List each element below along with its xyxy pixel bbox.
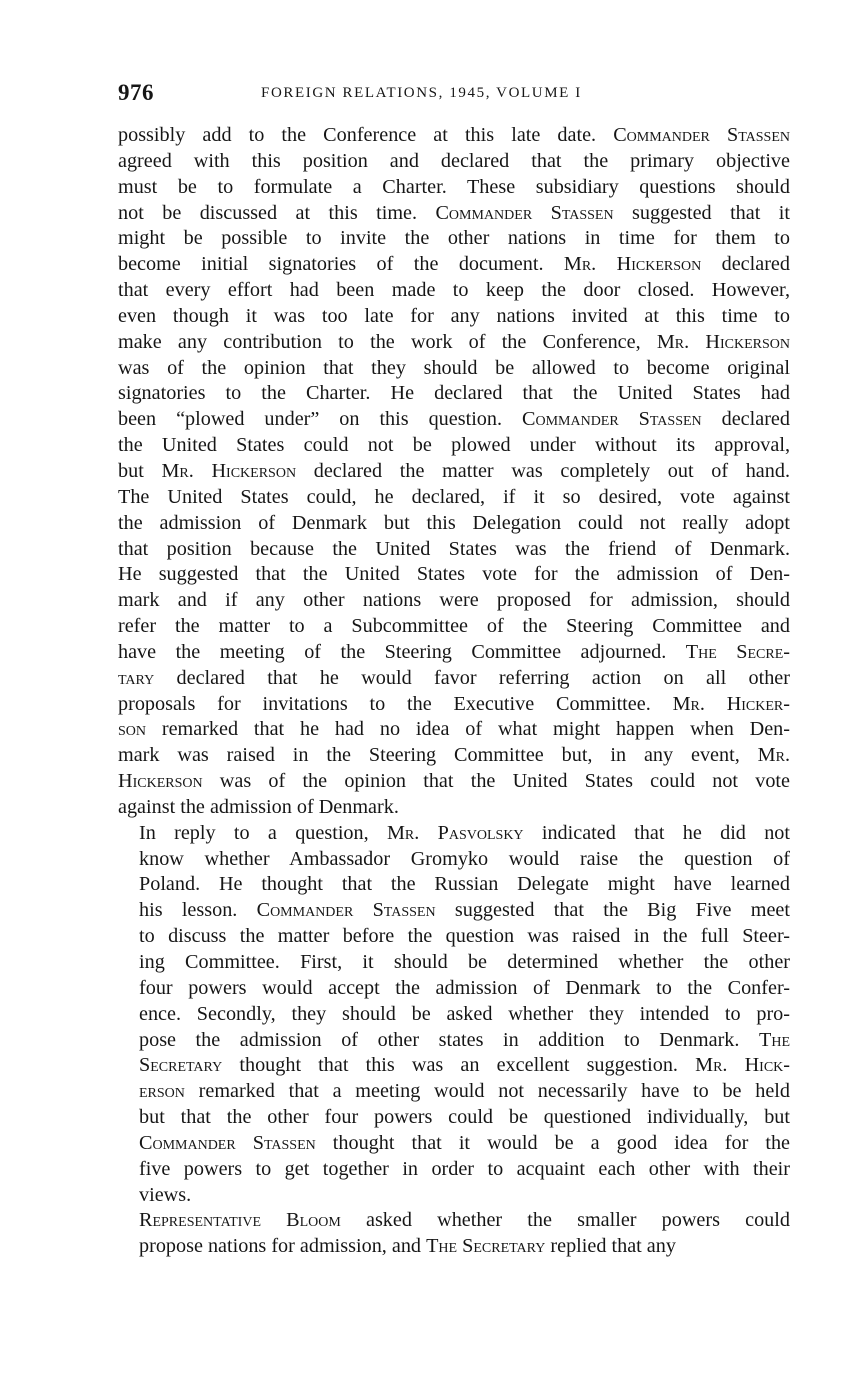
- body-text: [118, 123, 790, 1260]
- text-run: five powers to get together in order to acquaint each other with their: [139, 1157, 790, 1180]
- text-run: his lesson.: [139, 899, 257, 922]
- small-caps-name: erson: [139, 1080, 185, 1103]
- small-caps-name: Commander Stassen: [613, 124, 790, 146]
- text-run: might be possible to invite the other nations in time for them to: [118, 227, 790, 250]
- text-run: Poland. He thought that the Russian Delegate might have learned: [139, 873, 790, 896]
- text-run: The United States could, he declared, if it so desired, vote against: [118, 485, 790, 508]
- text-line: [118, 330, 790, 356]
- text-run: remarked that he had no idea of what might happen when Den-: [146, 718, 790, 741]
- small-caps-name: Commander Stassen: [435, 201, 614, 224]
- text-line: [118, 226, 790, 252]
- text-run: views.: [139, 1183, 192, 1206]
- text-line: [118, 459, 790, 485]
- text-run: mark and if any other nations were proposed for admission, should: [118, 589, 790, 612]
- text-run: possibly add to the Conference at this late date.: [118, 124, 614, 146]
- small-caps-name: son: [118, 718, 147, 741]
- text-line: [118, 1028, 790, 1054]
- small-caps-name: Commander Stassen: [522, 408, 702, 431]
- text-run: In reply to a question,: [139, 821, 387, 844]
- text-run: thought that it would be a good idea for the: [315, 1131, 791, 1154]
- text-line: [118, 588, 790, 614]
- text-line: [118, 898, 790, 924]
- text-run: proposals for invitations to the Executive Committee.: [118, 692, 673, 715]
- text-run: replied that any: [545, 1235, 676, 1258]
- text-run: four powers would accept the admission of Denmark to the Confer-: [139, 976, 790, 999]
- text-run: declared: [701, 253, 790, 276]
- text-line: [118, 175, 790, 201]
- text-run: become initial signatories of the document.: [118, 253, 564, 276]
- text-run: He suggested that the United States vote for the admission of Den-: [118, 563, 790, 586]
- page-header: [118, 80, 790, 112]
- text-run: the admission of Denmark but this Delegation could not really adopt: [118, 511, 790, 534]
- small-caps-name: Hickerson: [118, 770, 203, 793]
- text-run: thought that this was an excellent suggestion.: [222, 1054, 696, 1077]
- small-caps-name: Commander Stassen: [256, 899, 436, 922]
- text-line: [118, 743, 790, 769]
- text-line: [118, 1131, 790, 1157]
- text-line: [118, 1079, 790, 1105]
- small-caps-name: The Secre-: [685, 640, 790, 663]
- text-run: declared that he would favor referring action on all other: [154, 666, 790, 689]
- text-line: [118, 485, 790, 511]
- text-line: [118, 769, 790, 795]
- small-caps-name: Mr. Hick-: [695, 1054, 791, 1077]
- text-run: pose the admission of other states in addition to Denmark.: [139, 1028, 759, 1051]
- page-number: 976: [118, 80, 154, 105]
- text-run: declared: [701, 408, 790, 431]
- text-line: [118, 1183, 790, 1209]
- text-run: remarked that a meeting would not necessarily have to be held: [184, 1080, 790, 1103]
- text-run: asked whether the smaller powers could: [340, 1209, 790, 1232]
- small-caps-name: tary: [118, 666, 155, 689]
- text-line: [118, 511, 790, 537]
- paragraph-1: [118, 123, 790, 821]
- text-run: been “plowed under” on this question.: [118, 408, 522, 431]
- text-line: [118, 924, 790, 950]
- text-line: [118, 149, 790, 175]
- text-run: refer the matter to a Subcommittee of the Steering Committee and: [118, 615, 790, 638]
- text-line: [118, 1208, 790, 1234]
- text-line: [118, 201, 790, 227]
- text-line: [118, 433, 790, 459]
- small-caps-name: The: [759, 1028, 790, 1051]
- text-run: to discuss the matter before the question was raised in the full Steer-: [139, 925, 790, 948]
- text-line: [118, 614, 790, 640]
- text-line: [118, 872, 790, 898]
- text-line: [118, 950, 790, 976]
- text-line: [118, 717, 790, 743]
- text-line: [118, 252, 790, 278]
- text-run: ing Committee. First, it should be determined whether the other: [139, 951, 790, 973]
- small-caps-name: Mr. Hickerson: [563, 253, 702, 276]
- text-line: [118, 1105, 790, 1131]
- text-line: [118, 1157, 790, 1183]
- text-run: must be to formulate a Charter. These subsidiary questions should: [118, 175, 790, 198]
- text-run: that every effort had been made to keep the door closed. However,: [118, 279, 790, 302]
- text-run: have the meeting of the Steering Committee adjourned.: [118, 640, 686, 663]
- text-run: ence. Secondly, they should be asked whether they intended to pro-: [139, 1002, 790, 1025]
- text-line: [118, 666, 790, 692]
- small-caps-name: Mr. Hicker-: [672, 692, 790, 715]
- paragraph-3: [118, 1208, 790, 1260]
- small-caps-name: Mr. Hickerson: [656, 330, 790, 353]
- text-line: [118, 537, 790, 563]
- text-line: [118, 847, 790, 873]
- text-run: mark was raised in the Steering Committee but, in any event,: [118, 744, 758, 767]
- text-run: make any contribution to the work of the Conference,: [118, 330, 657, 353]
- text-run: declared the matter was completely out of hand.: [296, 459, 790, 482]
- text-line: [118, 821, 790, 847]
- text-run: but: [118, 459, 162, 482]
- text-line: [118, 381, 790, 407]
- text-line: [118, 278, 790, 304]
- small-caps-name: Mr.: [757, 744, 790, 767]
- text-line: [118, 304, 790, 330]
- text-line: [118, 1053, 790, 1079]
- small-caps-name: Commander Stassen: [139, 1131, 316, 1154]
- text-line: [118, 1002, 790, 1028]
- small-caps-name: Mr. Pasvolsky: [386, 821, 524, 844]
- text-run: even though it was too late for any nations invited at this time to: [118, 304, 790, 327]
- text-run: not be discussed at this time.: [118, 201, 436, 224]
- text-run: indicated that he did not: [523, 821, 791, 844]
- text-run: was of the opinion that they should be allowed to become original: [118, 356, 790, 379]
- text-line: [118, 407, 790, 433]
- small-caps-name: The Secretary: [426, 1235, 546, 1258]
- text-run: agreed with this position and declared that the primary objective: [118, 149, 790, 172]
- text-run: suggested that it: [613, 201, 790, 224]
- text-line: [118, 562, 790, 588]
- text-run: but that the other four powers could be questioned individually, but: [139, 1106, 790, 1129]
- small-caps-name: Representative Bloom: [139, 1209, 341, 1232]
- text-run: against the admission of Denmark.: [118, 795, 399, 818]
- small-caps-name: Mr. Hickerson: [161, 459, 297, 482]
- text-line: [118, 640, 790, 666]
- text-run: propose nations for admission, and: [139, 1235, 427, 1258]
- text-line: [118, 356, 790, 382]
- text-run: the United States could not be plowed under without its approval,: [118, 434, 790, 457]
- running-head: FOREIGN RELATIONS, 1945, VOLUME I: [261, 85, 582, 101]
- text-run: suggested that the Big Five meet: [435, 899, 791, 922]
- text-run: that position because the United States was the friend of Denmark.: [118, 537, 790, 560]
- text-run: was of the opinion that the United States could not vote: [202, 770, 790, 793]
- text-run: know whether Ambassador Gromyko would raise the question of: [139, 847, 790, 870]
- text-line: [118, 692, 790, 718]
- text-run: signatories to the Charter. He declared that the United States had: [118, 382, 790, 405]
- text-line: [118, 976, 790, 1002]
- text-line: [118, 1234, 790, 1260]
- text-line: [118, 123, 790, 149]
- paragraph-2: [118, 821, 790, 1209]
- text-line: [118, 795, 790, 821]
- small-caps-name: Secretary: [139, 1054, 223, 1077]
